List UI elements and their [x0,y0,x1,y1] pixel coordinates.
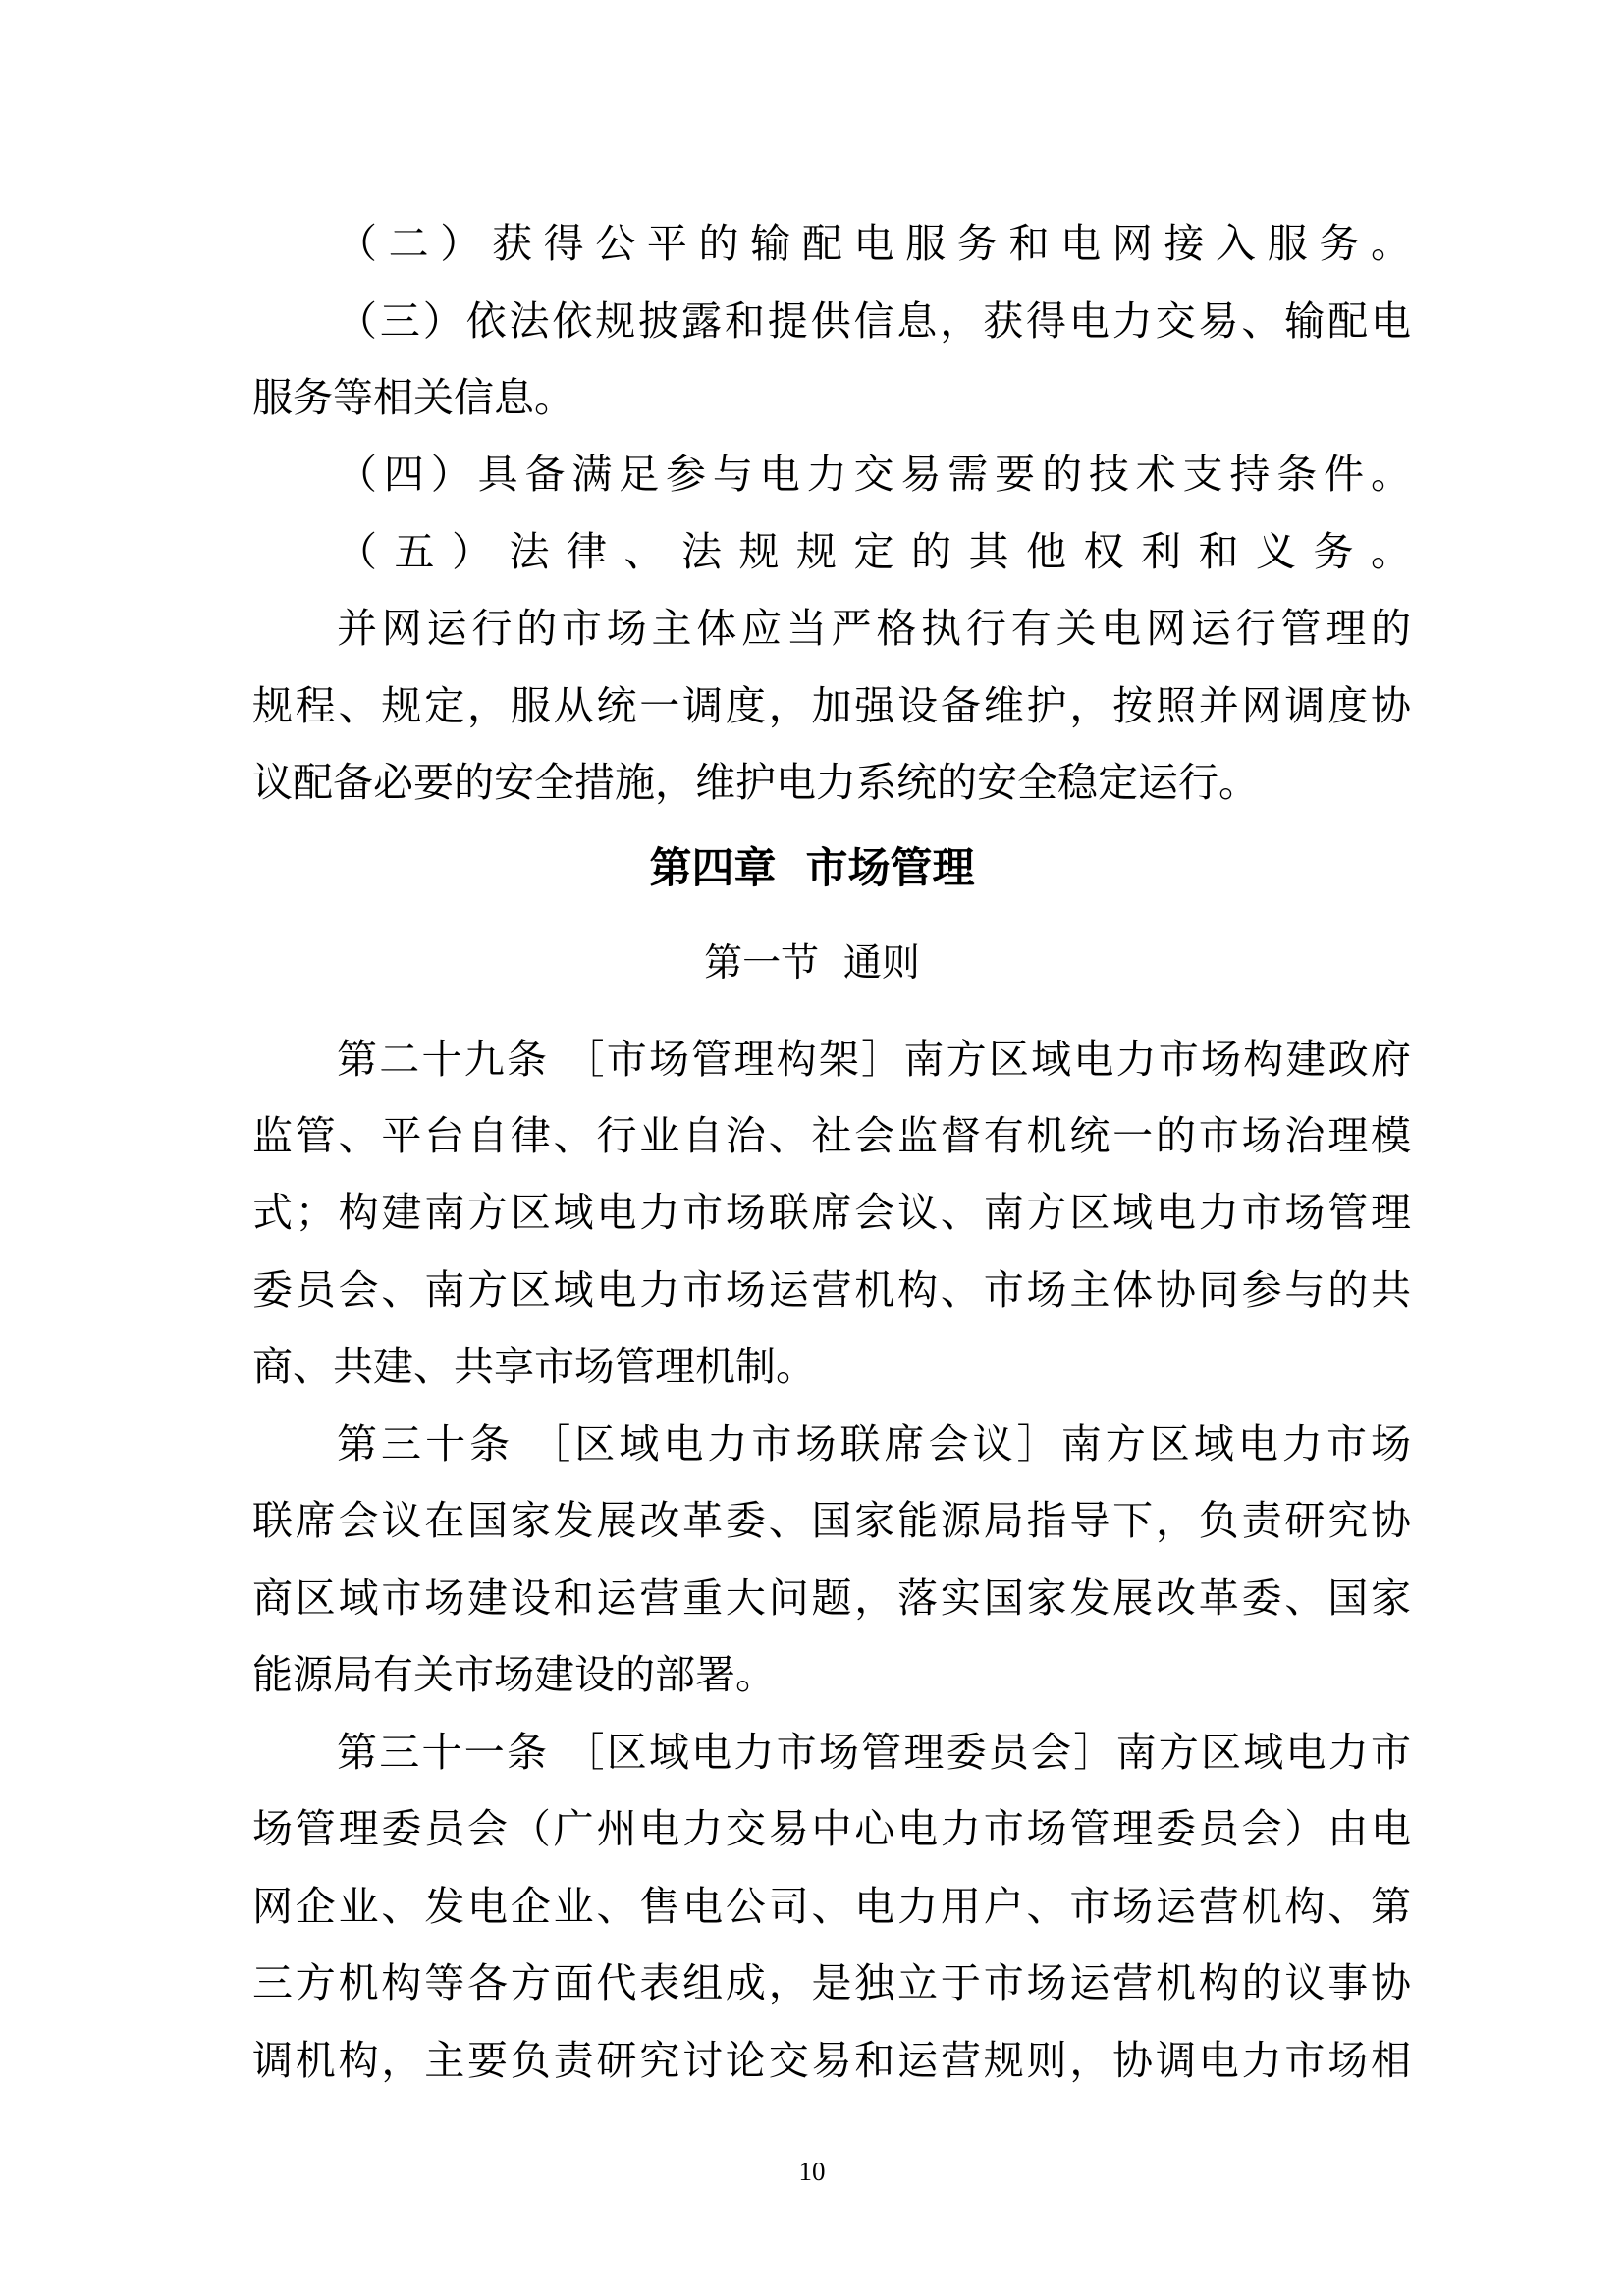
paragraph-line-rights-5: （五）法律、法规规定的其他权利和义务。 [337,528,1411,575]
article-31-line-2: 场管理委员会（广州电力交易中心电力市场管理委员会）由电 [252,1805,1411,1852]
article-29-line-2: 监管、平台自律、行业自治、社会监督有机统一的市场治理模 [252,1112,1411,1159]
article-31-line-3: 网企业、发电企业、售电公司、电力用户、市场运营机构、第 [252,1883,1411,1930]
article-30-line-1: 第三十条 ［区域电力市场联席会议］南方区域电力市场 [337,1420,1411,1468]
paragraph-line-grid-2: 规程、规定，服从统一调度，加强设备维护，按照并网调度协 [252,682,1411,729]
article-29-line-3: 式；构建南方区域电力市场联席会议、南方区域电力市场管理 [252,1189,1411,1236]
article-31-line-5: 调机构，主要负责研究讨论交易和运营规则，协调电力市场相 [252,2037,1411,2084]
article-29-line-1: 第二十九条 ［市场管理构架］南方区域电力市场构建政府 [337,1036,1411,1083]
paragraph-line-rights-2: （二）获得公平的输配电服务和电网接入服务。 [337,220,1411,267]
article-30-line-2: 联席会议在国家发展改革委、国家能源局指导下，负责研究协 [252,1497,1411,1544]
paragraph-line-rights-4: （四）具备满足参与电力交易需要的技术支持条件。 [337,451,1411,498]
article-29-line-5: 商、共建、共享市场管理机制。 [252,1343,816,1390]
article-31-line-1: 第三十一条 ［区域电力市场管理委员会］南方区域电力市 [337,1729,1411,1776]
chapter-title: 第四章 市场管理 [649,844,975,893]
paragraph-line-rights-3: （三）依法依规披露和提供信息，获得电力交易、输配电 [337,297,1411,345]
article-31-line-4: 三方机构等各方面代表组成，是独立于市场运营机构的议事协 [252,1959,1411,2006]
paragraph-line-grid-3: 议配备必要的安全措施，维护电力系统的安全稳定运行。 [252,759,1259,806]
article-30-line-3: 商区域市场建设和运营重大问题，落实国家发展改革委、国家 [252,1575,1411,1622]
page-number: 10 [798,2157,826,2186]
article-30-line-4: 能源局有关市场建设的部署。 [252,1651,776,1698]
paragraph-line-grid-1: 并网运行的市场主体应当严格执行有关电网运行管理的 [337,605,1411,652]
article-29-line-4: 委员会、南方区域电力市场运营机构、市场主体协同参与的共 [252,1266,1411,1313]
section-title: 第一节 通则 [704,941,920,986]
paragraph-line-rights-3-cont: 服务等相关信息。 [252,374,574,421]
